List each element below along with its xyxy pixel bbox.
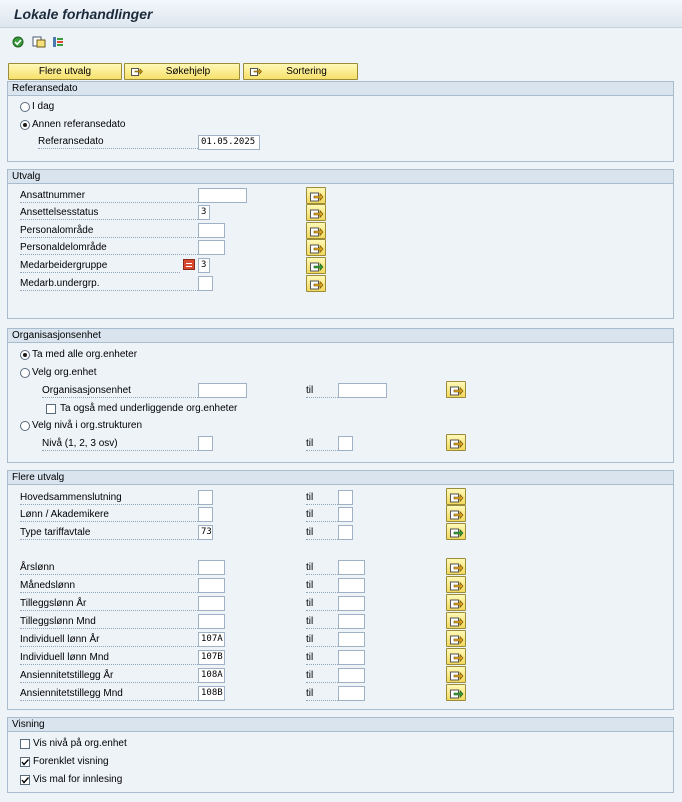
flere-utvalg-group xyxy=(7,470,674,710)
ansattnummer-input[interactable] xyxy=(198,188,247,203)
tilleggslonn-mnd-from-input[interactable] xyxy=(198,614,225,629)
personalomrade-input[interactable] xyxy=(198,223,225,238)
utvalg-group xyxy=(7,169,674,319)
radio-velg-niva-label: Velg nivå i org.strukturen xyxy=(32,420,143,431)
org-enhet-to-input[interactable] xyxy=(338,383,387,398)
til-label: til xyxy=(306,562,338,575)
underliggende-checkbox[interactable] xyxy=(46,404,56,414)
radio-alle-label: Ta med alle org.enheter xyxy=(32,349,138,360)
multiple-selection-button[interactable] xyxy=(446,558,466,575)
hovedsammenslutning-from-input[interactable] xyxy=(198,490,213,505)
underliggende-label: Ta også med underliggende org.enheter xyxy=(60,403,238,414)
ansattnummer-label: Ansattnummer xyxy=(20,190,198,203)
group-title: Organisasjonsenhet xyxy=(8,329,673,343)
individuell-lonn-mnd-from-input[interactable]: 107B xyxy=(198,650,225,665)
title-bar xyxy=(0,0,682,28)
selection-button-bar xyxy=(0,60,682,80)
tilleggslonn-ar-label: Tilleggslønn År xyxy=(20,598,198,611)
radio-idag-label: I dag xyxy=(32,101,55,112)
til-label: til xyxy=(306,652,338,665)
checkmark-icon xyxy=(20,757,30,767)
group-title: Visning xyxy=(8,718,673,732)
page-title: Lokale forhandlinger xyxy=(14,6,153,22)
tilleggslonn-ar-to-input[interactable] xyxy=(338,596,365,611)
multiple-selection-button[interactable] xyxy=(306,239,326,256)
medarbeidergruppe-label: Medarbeidergruppe xyxy=(20,260,180,273)
flere-utvalg-button[interactable] xyxy=(8,63,122,80)
vis-mal-label: Vis mal for innlesing xyxy=(33,774,123,785)
sortering-button[interactable] xyxy=(243,63,358,80)
hovedsammenslutning-to-input[interactable] xyxy=(338,490,353,505)
individuell-lonn-mnd-label: Individuell lønn Mnd xyxy=(20,652,198,665)
til-label: til xyxy=(306,492,338,505)
ansiennitetstillegg-ar-from-input[interactable]: 108A xyxy=(198,668,225,683)
equals-option-icon[interactable] xyxy=(183,259,195,270)
multiple-selection-button[interactable] xyxy=(306,222,326,239)
multiple-selection-button[interactable] xyxy=(306,275,326,292)
personaldelomrade-label: Personaldelområde xyxy=(20,242,198,255)
radio-alle-org-enheter[interactable] xyxy=(20,350,30,360)
flere-utvalg-label: Flere utvalg xyxy=(38,66,92,77)
type-tariffavtale-from-input[interactable]: 73 xyxy=(198,525,213,540)
til-label: til xyxy=(306,616,338,629)
referansedato-input[interactable]: 01.05.2025 xyxy=(198,135,260,150)
manedslonn-to-input[interactable] xyxy=(338,578,365,593)
hovedsammenslutning-label: Hovedsammenslutning xyxy=(20,492,198,505)
multiple-selection-button[interactable] xyxy=(446,381,466,398)
ansiennitetstillegg-mnd-to-input[interactable] xyxy=(338,686,365,701)
multiple-selection-button-active[interactable] xyxy=(306,257,326,274)
group-title: Flere utvalg xyxy=(8,471,673,485)
sortering-label: Sortering xyxy=(286,66,327,77)
multiple-selection-button[interactable] xyxy=(446,434,466,451)
variant-icon[interactable] xyxy=(32,36,44,48)
arslonn-label: Årslønn xyxy=(20,562,198,575)
multiple-selection-button[interactable] xyxy=(446,505,466,522)
group-title: Referansedato xyxy=(8,82,673,96)
ansiennitetstillegg-ar-to-input[interactable] xyxy=(338,668,365,683)
application-toolbar xyxy=(0,30,682,54)
multiple-selection-button[interactable] xyxy=(446,630,466,647)
forenklet-visning-label: Forenklet visning xyxy=(33,756,109,767)
radio-annen-label: Annen referansedato xyxy=(32,119,126,130)
individuell-lonn-mnd-to-input[interactable] xyxy=(338,650,365,665)
til-label: til xyxy=(306,634,338,647)
tilleggslonn-ar-from-input[interactable] xyxy=(198,596,225,611)
medarb-undergrp-input[interactable] xyxy=(198,276,213,291)
arslonn-from-input[interactable] xyxy=(198,560,225,575)
til-label: til xyxy=(306,509,338,522)
referansedato-label: Referansedato xyxy=(38,136,198,149)
til-label: til xyxy=(306,527,338,540)
execute-icon[interactable] xyxy=(12,36,24,48)
arrow-icon xyxy=(250,66,262,77)
org-enhet-from-input[interactable] xyxy=(198,383,247,398)
multiple-selection-button[interactable] xyxy=(446,576,466,593)
multiple-selection-button[interactable] xyxy=(306,204,326,221)
niva-from-input[interactable] xyxy=(198,436,213,451)
til-label: til xyxy=(306,438,338,451)
individuell-lonn-ar-to-input[interactable] xyxy=(338,632,365,647)
medarbeidergruppe-input[interactable]: 3 xyxy=(198,258,210,273)
vis-niva-label: Vis nivå på org.enhet xyxy=(33,738,127,749)
individuell-lonn-ar-label: Individuell lønn År xyxy=(20,634,198,647)
group-title: Utvalg xyxy=(8,170,673,184)
vis-mal-checkbox[interactable] xyxy=(20,775,30,785)
sokehjelp-label: Søkehjelp xyxy=(165,66,211,77)
niva-label: Nivå (1, 2, 3 osv) xyxy=(42,438,198,451)
til-label: til xyxy=(306,580,338,593)
multiple-selection-button[interactable] xyxy=(446,488,466,505)
ansettelsesstatus-input[interactable]: 3 xyxy=(198,205,210,220)
til-label: til xyxy=(306,598,338,611)
tilleggslonn-mnd-to-input[interactable] xyxy=(338,614,365,629)
radio-annen-referansedato[interactable] xyxy=(20,120,30,130)
radio-velg-org-enhet[interactable] xyxy=(20,368,30,378)
checkmark-icon xyxy=(20,775,30,785)
medarb-undergrp-label: Medarb.undergrp. xyxy=(20,278,198,291)
individuell-lonn-ar-from-input[interactable]: 107A xyxy=(198,632,225,647)
tilleggslonn-mnd-label: Tilleggslønn Mnd xyxy=(20,616,198,629)
forenklet-visning-checkbox[interactable] xyxy=(20,757,30,767)
visning-group xyxy=(7,717,674,793)
type-tariffavtale-label: Type tariffavtale xyxy=(20,527,198,540)
lonn-akademikere-to-input[interactable] xyxy=(338,507,353,522)
organisasjonsenhet-label: Organisasjonsenhet xyxy=(42,385,198,398)
niva-to-input[interactable] xyxy=(338,436,353,451)
radio-velg-niva[interactable] xyxy=(20,421,30,431)
til-label: til xyxy=(306,385,338,398)
referansedato-group xyxy=(7,81,674,162)
manedslonn-label: Månedslønn xyxy=(20,580,198,593)
manedslonn-from-input[interactable] xyxy=(198,578,225,593)
organisasjonsenhet-group xyxy=(7,328,674,463)
multiple-selection-button[interactable] xyxy=(306,187,326,204)
lonn-akademikere-from-input[interactable] xyxy=(198,507,213,522)
ansiennitetstillegg-mnd-from-input[interactable]: 108B xyxy=(198,686,225,701)
multiple-selection-button-active[interactable] xyxy=(446,684,466,701)
lonn-akademikere-label: Lønn / Akademikere xyxy=(20,509,198,522)
ansettelsesstatus-label: Ansettelsesstatus xyxy=(20,207,198,220)
radio-velg-label: Velg org.enhet xyxy=(32,367,97,378)
personalomrade-label: Personalområde xyxy=(20,225,198,238)
ansiennitetstillegg-ar-label: Ansiennitetstillegg År xyxy=(20,670,198,683)
personaldelomrade-input[interactable] xyxy=(198,240,225,255)
ansiennitetstillegg-mnd-label: Ansiennitetstillegg Mnd xyxy=(20,688,198,701)
arrow-icon xyxy=(131,66,143,77)
til-label: til xyxy=(306,688,338,701)
vis-niva-checkbox[interactable] xyxy=(20,739,30,749)
multiple-selection-button-active[interactable] xyxy=(446,523,466,540)
sokehjelp-button[interactable] xyxy=(124,63,240,80)
multiple-selection-button[interactable] xyxy=(446,666,466,683)
multiple-selection-button[interactable] xyxy=(446,594,466,611)
type-tariffavtale-to-input[interactable] xyxy=(338,525,353,540)
multiple-selection-button[interactable] xyxy=(446,648,466,665)
radio-idag[interactable] xyxy=(20,102,30,112)
multiple-selection-button[interactable] xyxy=(446,612,466,629)
til-label: til xyxy=(306,670,338,683)
info-icon[interactable] xyxy=(52,36,64,48)
arslonn-to-input[interactable] xyxy=(338,560,365,575)
